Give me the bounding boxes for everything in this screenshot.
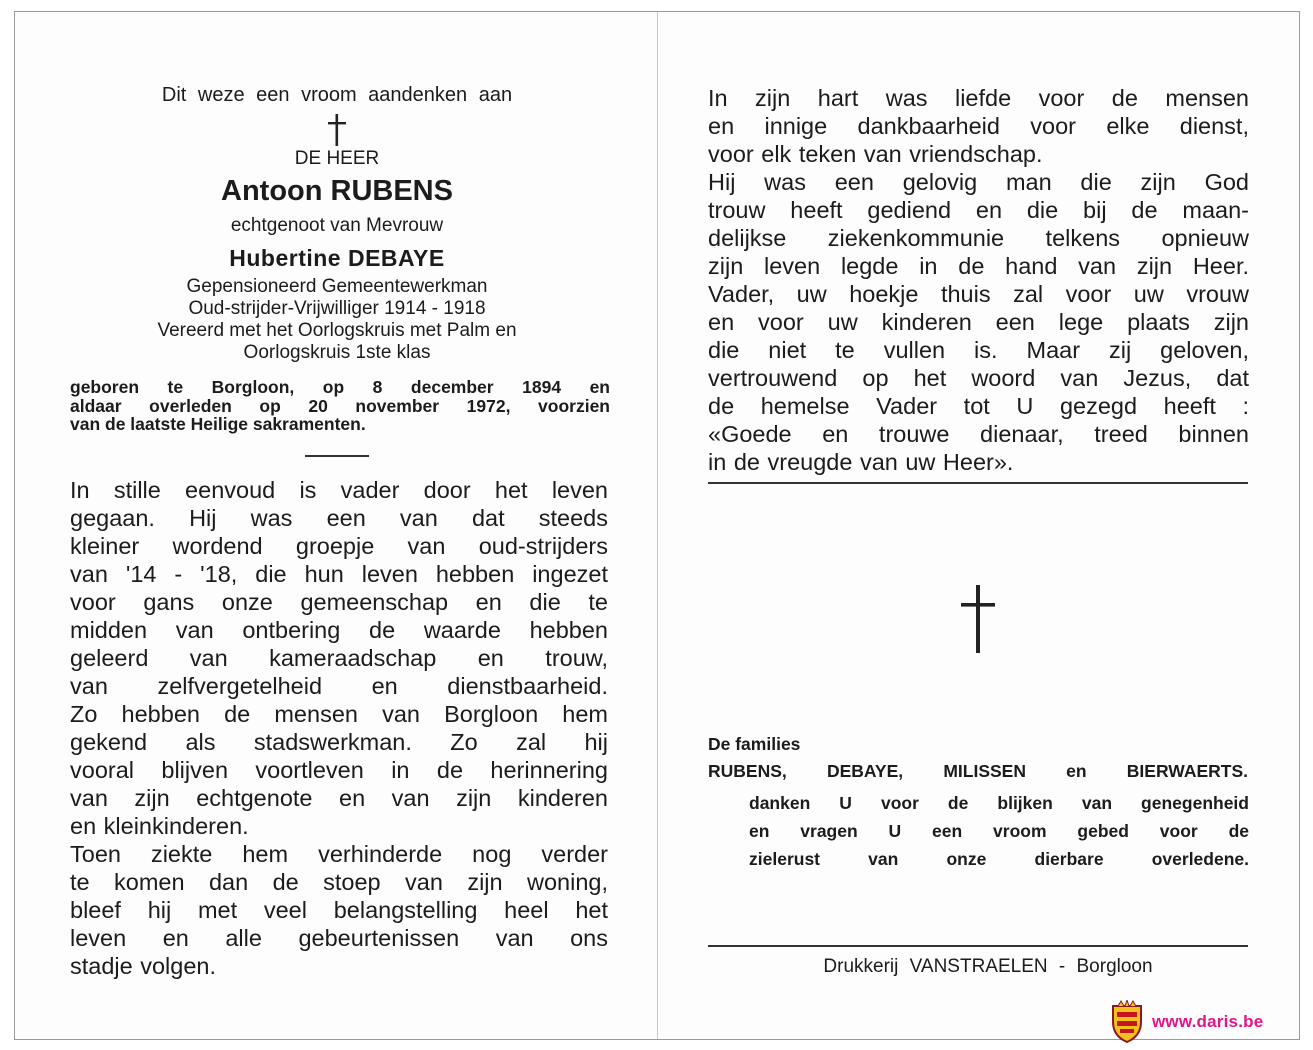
body-line: die niet te vullen is. Maar zij geloven, bbox=[708, 337, 1249, 363]
body-line: gekend als stadswerkman. Zo zal hij bbox=[70, 729, 608, 755]
right-body-text bbox=[708, 84, 1249, 476]
large-cross-icon bbox=[958, 584, 998, 654]
body-line: te komen dan de stoep van zijn woning, bbox=[70, 869, 608, 895]
body-line: van zijn echtgenote en van zijn kinderen bbox=[70, 785, 608, 811]
printer-credit: Drukkerij VANSTRAELEN - Borgloon bbox=[823, 956, 1153, 977]
body-line: vertrouwend op het woord van Jezus, dat bbox=[708, 365, 1249, 391]
body-line: en innige dankbaarheid voor elke dienst, bbox=[708, 113, 1249, 139]
body-line: midden van ontbering de waarde hebben bbox=[70, 617, 608, 643]
body-line: in de vreugde van uw Heer». bbox=[708, 449, 1014, 475]
right-panel bbox=[658, 12, 1301, 1039]
body-line: en voor uw kinderen een lege plaats zijn bbox=[708, 309, 1249, 335]
body-line: trouw heeft gediend en die bij de maan- bbox=[708, 197, 1249, 223]
body-line: kleiner wordend groepje van oud-strijders bbox=[70, 533, 608, 559]
quality-line: Vereerd met het Oorlogskruis met Palm en bbox=[157, 320, 517, 341]
body-line: Toen ziekte hem verhinderde nog verder bbox=[70, 841, 608, 867]
birth-death-block bbox=[70, 378, 610, 434]
watermark bbox=[1108, 1000, 1263, 1044]
body-line: van zelfvergetelheid en dienstbaarheid. bbox=[70, 673, 608, 699]
body-line: en kleinkinderen. bbox=[70, 813, 249, 839]
body-line: gegaan. Hij was een van dat steeds bbox=[70, 505, 608, 531]
body-line: voor elk teken van vriendschap. bbox=[708, 141, 1043, 167]
spouse-name: Hubertine DEBAYE bbox=[229, 245, 445, 271]
families-intro: De families bbox=[708, 734, 801, 754]
birth-line: van de laatste Heilige sakramenten. bbox=[70, 414, 366, 434]
body-line: vooral blijven voortleven in de herinnering bbox=[70, 757, 608, 783]
birth-line: geboren te Borgloon, op 8 december 1894 en bbox=[70, 377, 610, 397]
long-divider bbox=[708, 482, 1248, 484]
footer-divider bbox=[708, 945, 1248, 947]
quality-line: Oorlogskruis 1ste klas bbox=[243, 342, 431, 363]
body-line: leven en alle gebeurtenissen van ons bbox=[70, 925, 608, 951]
body-line: zijn leven legde in de hand van zijn Heer. bbox=[708, 253, 1249, 279]
families-names: RUBENS, DEBAYE, MILISSEN en BIERWAERTS. bbox=[708, 761, 1248, 781]
intro-text: Dit weze een vroom aandenken aan bbox=[161, 84, 513, 106]
body-line: «Goede en trouwe dienaar, treed binnen bbox=[708, 421, 1249, 447]
body-line: voor gans onze gemeenschap en die te bbox=[70, 589, 608, 615]
left-panel bbox=[15, 12, 657, 1039]
body-line: de hemelse Vader tot U gezegd heeft : bbox=[708, 393, 1249, 419]
short-divider bbox=[305, 455, 369, 457]
small-cross-icon bbox=[322, 113, 352, 147]
birth-line: aldaar overleden op 20 november 1972, voorzien bbox=[70, 395, 610, 416]
body-line: In stille eenvoud is vader door het leven bbox=[70, 477, 608, 503]
watermark-url[interactable]: www.daris.be bbox=[1152, 1012, 1264, 1031]
families-thanks bbox=[749, 789, 1249, 873]
body-line: van '14 - '18, die hun leven hebben ingezet bbox=[70, 561, 608, 587]
body-line: stadje volgen. bbox=[70, 953, 217, 979]
body-line: geleerd van kameraadschap en trouw, bbox=[70, 645, 608, 671]
thanks-line: zielerust van onze dierbare overledene. bbox=[749, 849, 1249, 869]
thanks-line: danken U voor de blijken van genegenheid bbox=[749, 793, 1249, 813]
memorial-card bbox=[14, 11, 1300, 1040]
body-line: bleef hij met veel belangstelling heel het bbox=[70, 897, 608, 923]
coat-of-arms-icon bbox=[1108, 1000, 1146, 1044]
body-line: Zo hebben de mensen van Borgloon hem bbox=[70, 701, 608, 727]
body-line: delijkse ziekenkommunie telkens opnieuw bbox=[708, 225, 1249, 251]
quality-line: Oud-strijder-Vrijwilliger 1914 - 1918 bbox=[188, 298, 486, 319]
thanks-line: en vragen U een vroom gebed voor de bbox=[749, 821, 1249, 841]
honorific: DE HEER bbox=[294, 148, 380, 169]
left-body-text bbox=[70, 476, 608, 980]
body-line: Vader, uw hoekje thuis zal voor uw vrouw bbox=[708, 281, 1249, 307]
qualities-block bbox=[65, 276, 609, 364]
quality-line: Gepensioneerd Gemeentewerkman bbox=[186, 276, 488, 297]
deceased-name: Antoon RUBENS bbox=[221, 175, 453, 207]
spouse-intro: echtgenoot van Mevrouw bbox=[230, 215, 444, 236]
body-line: In zijn hart was liefde voor de mensen bbox=[708, 85, 1249, 111]
body-line: Hij was een gelovig man die zijn God bbox=[708, 169, 1249, 195]
